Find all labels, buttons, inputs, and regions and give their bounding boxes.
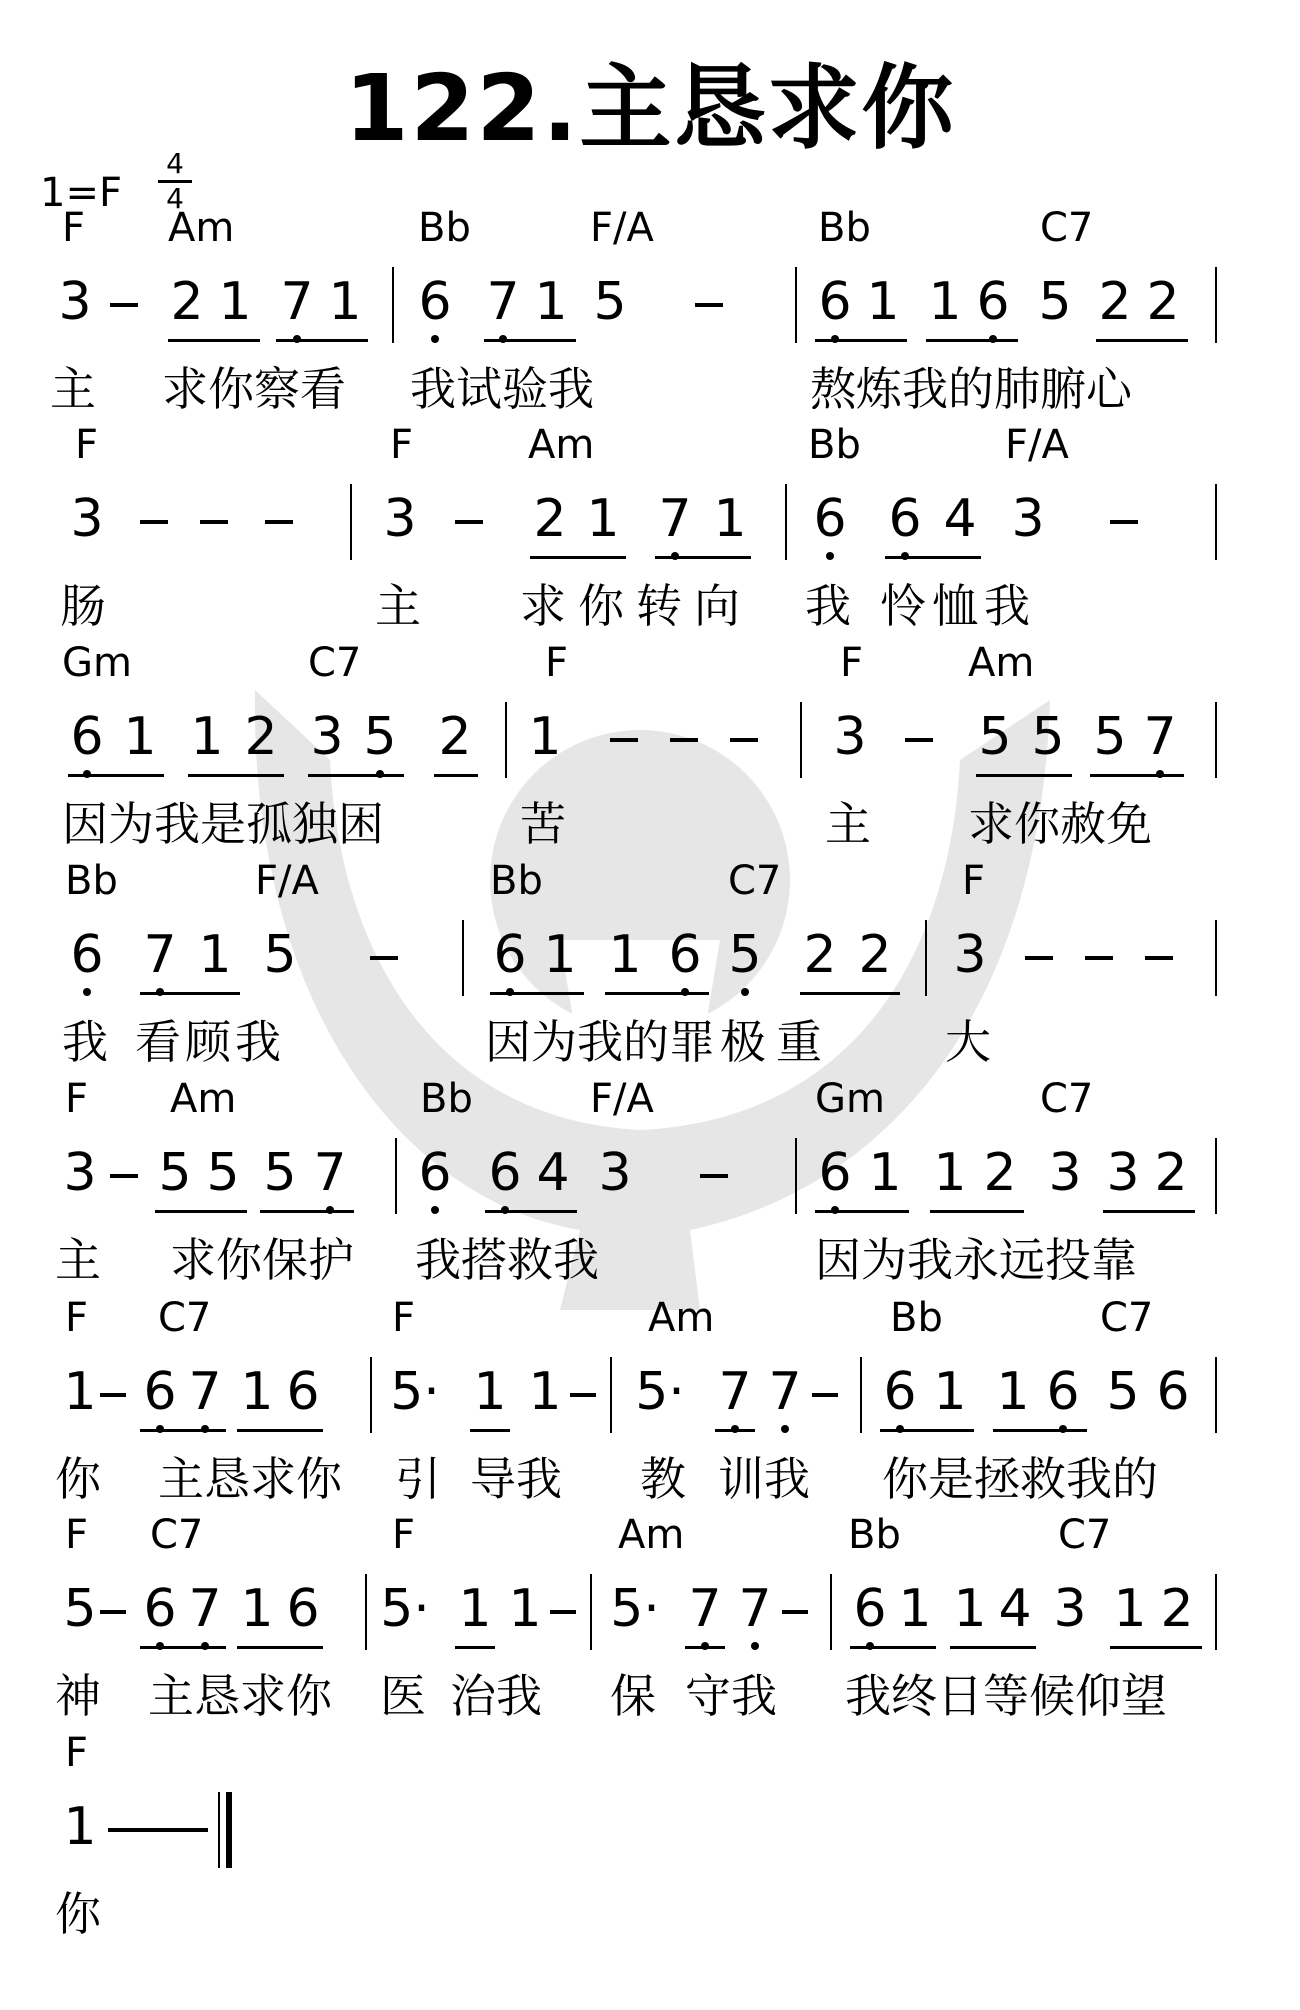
note: 2 <box>983 1143 1017 1203</box>
chord: C7 <box>1040 205 1094 251</box>
system-7 <box>0 1512 1300 1722</box>
note: 1 <box>123 707 157 767</box>
chord: C7 <box>150 1512 204 1558</box>
note: 5 <box>1093 707 1127 767</box>
note: 1 <box>953 1579 987 1639</box>
chord: Bb <box>65 858 118 904</box>
note: 3 <box>1048 1143 1082 1203</box>
note: 3 <box>310 707 344 767</box>
chord: Bb <box>808 422 861 468</box>
lyric: 保 <box>610 1669 656 1723</box>
note: 6 <box>410 267 460 337</box>
chord: C7 <box>308 640 362 686</box>
lyric: 主恳求你 <box>158 1452 342 1506</box>
lyric: 引 <box>395 1452 441 1506</box>
note: 7 <box>760 1357 810 1427</box>
note: 2 <box>1160 1579 1194 1639</box>
note: 6 <box>1156 1362 1190 1422</box>
chord-row <box>0 1076 1300 1122</box>
chord: Am <box>168 205 235 251</box>
note: 2 <box>1154 1143 1188 1203</box>
note: 1 <box>240 1579 274 1639</box>
chord: F/A <box>590 205 654 251</box>
note: 2 <box>858 925 892 985</box>
chord: Am <box>618 1512 685 1558</box>
note: 2 <box>533 489 567 549</box>
note: 5 <box>978 707 1012 767</box>
song-title: 122.主恳求你 <box>344 55 956 162</box>
lyric: 主 <box>825 797 871 851</box>
note: 1 <box>528 1362 562 1422</box>
note: 7 <box>272 267 322 337</box>
chord: F <box>390 422 414 468</box>
note: 7 <box>1135 702 1185 772</box>
chord: F <box>75 422 99 468</box>
note: 6 <box>286 1362 320 1422</box>
lyric: 因为我是孤独困 <box>62 797 384 851</box>
note: 6 <box>62 702 112 772</box>
note: 3 <box>1053 1579 1087 1639</box>
note-row <box>0 702 1300 802</box>
note: 3 <box>1011 489 1045 549</box>
note: 2 <box>803 925 837 985</box>
note: 7 <box>680 1574 730 1644</box>
note: 3 <box>63 1143 97 1203</box>
note: 4 <box>536 1143 570 1203</box>
chord: F/A <box>1005 422 1069 468</box>
note: 1 <box>586 489 620 549</box>
note: 1 <box>1113 1579 1147 1639</box>
note: 5 <box>263 1143 297 1203</box>
lyric: 因为我永远投靠 <box>815 1233 1137 1287</box>
time-signature-top: 4 <box>166 147 184 180</box>
chord: F <box>545 640 569 686</box>
time-signature-bottom: 4 <box>166 182 184 215</box>
note: 6 <box>805 484 855 554</box>
lyric: 求你赦免 <box>968 797 1152 851</box>
note: 5 <box>720 920 770 990</box>
chord: Gm <box>815 1076 885 1122</box>
lyric: 我试验我 <box>410 362 594 416</box>
chord-row <box>0 205 1300 251</box>
note: 6 <box>135 1357 185 1427</box>
note: 3 <box>70 489 104 549</box>
note: 1 <box>473 1362 507 1422</box>
note: 6 <box>62 920 112 990</box>
chord: Bb <box>420 1076 473 1122</box>
note-row <box>0 1138 1300 1238</box>
system-1 <box>0 205 1300 415</box>
lyric: 主 <box>55 1233 101 1287</box>
note: 6 <box>875 1357 925 1427</box>
note: 5 <box>593 272 627 332</box>
key-signature: 1=F <box>40 170 122 216</box>
note: 5 <box>355 702 405 772</box>
chord: Gm <box>62 640 132 686</box>
chord: C7 <box>1058 1512 1112 1558</box>
lyric: 熬炼我的肺腑心 <box>810 362 1132 416</box>
chord-row <box>0 1295 1300 1341</box>
note: 6 <box>410 1138 460 1208</box>
note: 3 <box>598 1143 632 1203</box>
note: 5· <box>390 1362 440 1422</box>
chord-row <box>0 1512 1300 1558</box>
note: 3 <box>58 272 92 332</box>
note: 1 <box>898 1579 932 1639</box>
note: 7 <box>180 1357 230 1427</box>
note: 6 <box>286 1579 320 1639</box>
note: 4 <box>943 489 977 549</box>
note: 3 <box>953 925 987 985</box>
note: 1 <box>63 1797 97 1857</box>
lyric: 肠 <box>60 579 106 633</box>
chord: F <box>65 1076 89 1122</box>
system-5 <box>0 1076 1300 1286</box>
note: 5 <box>1031 707 1065 767</box>
chord: F <box>392 1295 416 1341</box>
note: 6 <box>968 267 1018 337</box>
chord: C7 <box>1040 1076 1094 1122</box>
chord: Bb <box>848 1512 901 1558</box>
lyric: 你是拯救我的 <box>882 1452 1158 1506</box>
note: 6 <box>810 267 860 337</box>
lyric: 医 <box>380 1669 426 1723</box>
note: 6 <box>485 920 535 990</box>
note: 7 <box>135 920 185 990</box>
note: 5 <box>263 925 297 985</box>
system-6 <box>0 1295 1300 1505</box>
note: 1 <box>190 707 224 767</box>
chord-row <box>0 1730 1300 1776</box>
note: 6 <box>845 1574 895 1644</box>
chord: F <box>62 205 86 251</box>
note: 1 <box>218 272 252 332</box>
note: 5· <box>635 1362 685 1422</box>
chord: C7 <box>158 1295 212 1341</box>
chord: F <box>65 1730 89 1776</box>
note-row <box>0 1357 1300 1457</box>
note: 7 <box>478 267 528 337</box>
note: 2 <box>170 272 204 332</box>
lyric: 守我 <box>685 1669 777 1723</box>
note: 5· <box>380 1579 430 1639</box>
chord: Am <box>528 422 595 468</box>
note: 2 <box>1098 272 1132 332</box>
note: 2 <box>244 707 278 767</box>
note: 6 <box>135 1574 185 1644</box>
chord: F <box>392 1512 416 1558</box>
note: 5 <box>1106 1362 1140 1422</box>
note-row <box>0 484 1300 584</box>
note: 5 <box>206 1143 240 1203</box>
chord: Am <box>968 640 1035 686</box>
chord: Am <box>170 1076 237 1122</box>
chord-row <box>0 422 1300 468</box>
note: 7 <box>730 1574 780 1644</box>
note: 6 <box>1038 1357 1088 1427</box>
note: 1 <box>198 925 232 985</box>
chord: Bb <box>818 205 871 251</box>
note: 7 <box>710 1357 760 1427</box>
note-row <box>0 920 1300 1020</box>
lyric: 求你察看 <box>162 362 346 416</box>
note: 7 <box>650 484 700 554</box>
lyric: 你 <box>55 1887 101 1941</box>
note: 1 <box>528 707 562 767</box>
chord: F <box>65 1512 89 1558</box>
note: 1 <box>928 272 962 332</box>
lyric: 求你保护 <box>170 1233 354 1287</box>
lyric: 神 <box>55 1669 101 1723</box>
note: 1 <box>713 489 747 549</box>
system-8 <box>0 1730 1300 1940</box>
chord: F/A <box>255 858 319 904</box>
chord: Am <box>648 1295 715 1341</box>
note: 1 <box>458 1579 492 1639</box>
lyric: 教 <box>640 1452 686 1506</box>
system-4 <box>0 858 1300 1068</box>
chord: F <box>840 640 864 686</box>
chord: F <box>65 1295 89 1341</box>
lyric: 怜恤我 <box>880 579 1036 633</box>
note: 1 <box>534 272 568 332</box>
note: 6 <box>660 920 710 990</box>
note: 3 <box>383 489 417 549</box>
note: 1 <box>933 1143 967 1203</box>
lyric: 因为我的罪 <box>485 1015 715 1069</box>
lyric: 我终日等候仰望 <box>845 1669 1167 1723</box>
lyric: 极重 <box>720 1015 832 1069</box>
note: 1 <box>63 1362 97 1422</box>
lyric: 我搭救我 <box>415 1233 599 1287</box>
note: 6 <box>880 484 930 554</box>
note: 4 <box>998 1579 1032 1639</box>
lyric: 主 <box>375 579 421 633</box>
lyric: 治我 <box>450 1669 542 1723</box>
chord: F/A <box>590 1076 654 1122</box>
note: 1 <box>933 1362 967 1422</box>
chord: C7 <box>728 858 782 904</box>
chord: F <box>962 858 986 904</box>
note: 6 <box>810 1138 860 1208</box>
lyric: 主恳求你 <box>148 1669 332 1723</box>
note: 3 <box>1106 1143 1140 1203</box>
note: 5 <box>63 1579 97 1639</box>
note: 1 <box>868 1143 902 1203</box>
note: 7 <box>180 1574 230 1644</box>
lyric: 大 <box>945 1015 991 1069</box>
note: 2 <box>438 707 472 767</box>
system-2 <box>0 422 1300 632</box>
note: 5 <box>158 1143 192 1203</box>
note: 1 <box>240 1362 274 1422</box>
chord: Bb <box>890 1295 943 1341</box>
note: 1 <box>866 272 900 332</box>
note: 3 <box>833 707 867 767</box>
note: 2 <box>1146 272 1180 332</box>
chord-row <box>0 640 1300 686</box>
lyric: 你 <box>55 1452 101 1506</box>
note-row <box>0 1792 1300 1892</box>
note: 7 <box>305 1138 355 1208</box>
system-3 <box>0 640 1300 850</box>
note: 5 <box>1038 272 1072 332</box>
note-row <box>0 1574 1300 1674</box>
note: 1 <box>996 1362 1030 1422</box>
lyric: 看顾我 <box>135 1015 285 1069</box>
time-signature <box>158 147 192 215</box>
chord: Bb <box>490 858 543 904</box>
lyric: 主 <box>50 362 96 416</box>
note-row <box>0 267 1300 367</box>
note: 1 <box>508 1579 542 1639</box>
note: 1 <box>328 272 362 332</box>
chord: C7 <box>1100 1295 1154 1341</box>
note: 5· <box>610 1579 660 1639</box>
note: 1 <box>608 925 642 985</box>
lyric: 训我 <box>718 1452 810 1506</box>
note: 1 <box>543 925 577 985</box>
lyric: 求你转向 <box>520 579 752 633</box>
lyric: 我 <box>62 1015 108 1069</box>
lyric: 我 <box>805 579 851 633</box>
lyric: 导我 <box>470 1452 562 1506</box>
lyric: 苦 <box>520 797 566 851</box>
chord: Bb <box>418 205 471 251</box>
chord-row <box>0 858 1300 904</box>
note: 6 <box>480 1138 530 1208</box>
